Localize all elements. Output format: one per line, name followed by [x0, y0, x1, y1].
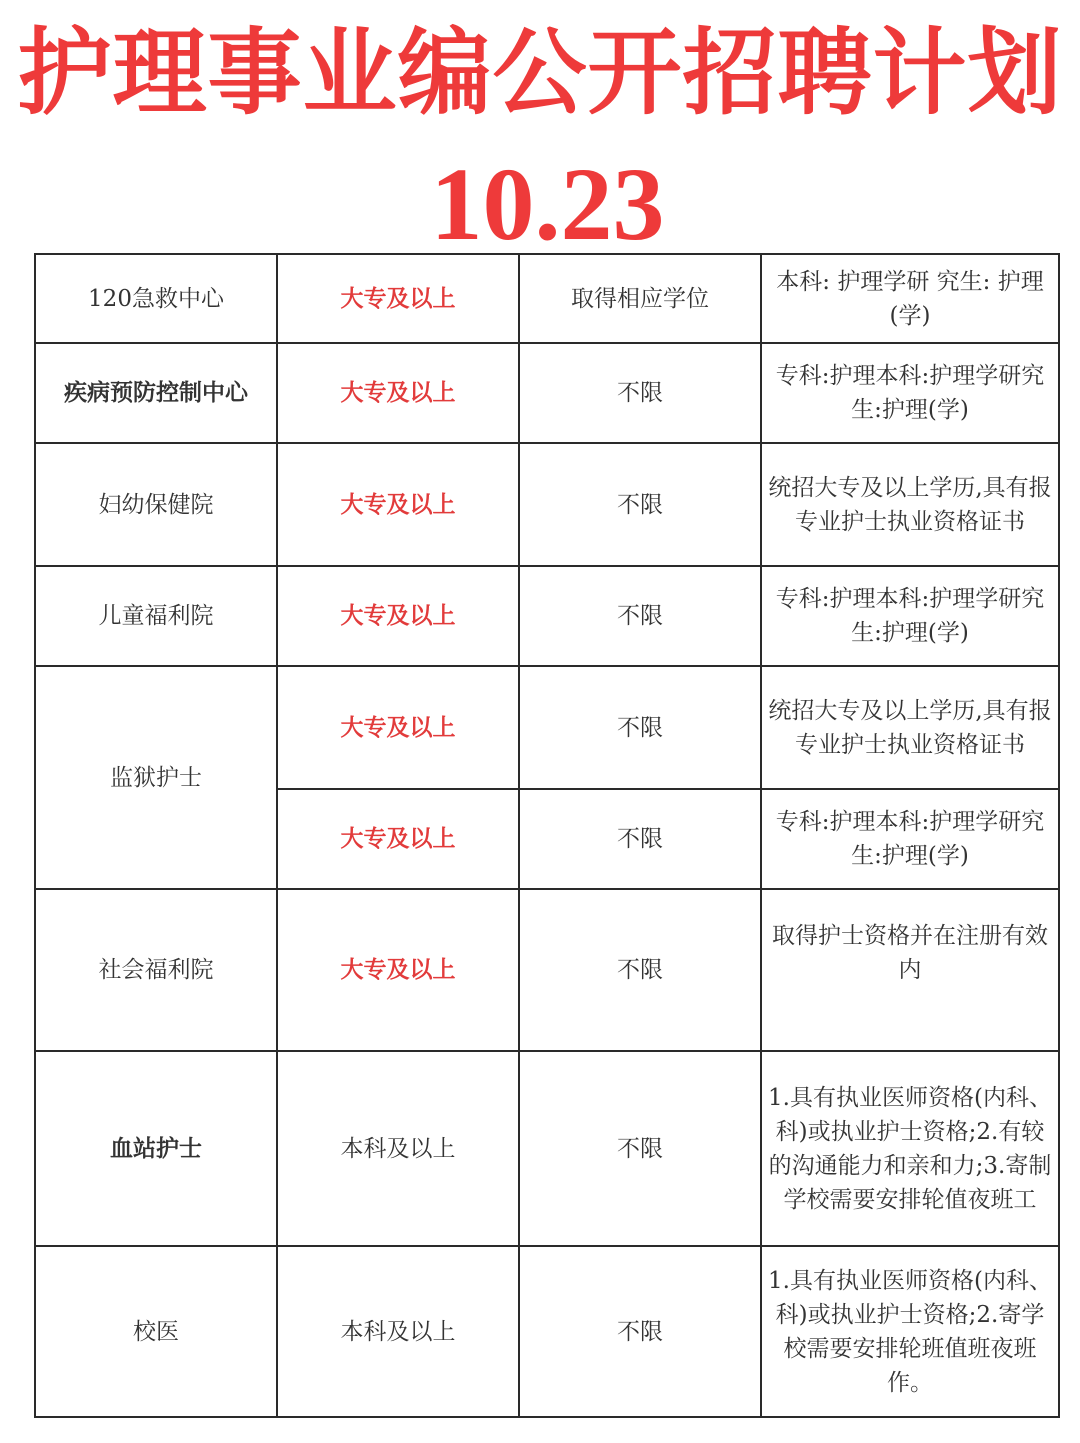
table-row	[35, 254, 1059, 343]
degree-cell: 不限	[519, 889, 761, 1051]
education-cell: 本科及以上	[277, 1246, 519, 1417]
unit-cell: 妇幼保健院	[35, 443, 277, 566]
degree-cell: 不限	[519, 443, 761, 566]
education-cell: 本科及以上	[277, 1051, 519, 1246]
unit-cell: 120急救中心	[35, 254, 277, 343]
unit-cell: 监狱护士	[35, 666, 277, 889]
table-row	[35, 343, 1059, 443]
table-row	[35, 1246, 1059, 1417]
education-cell: 大专及以上	[277, 566, 519, 666]
table-row	[35, 1051, 1059, 1246]
table-row	[35, 443, 1059, 566]
degree-cell: 不限	[519, 566, 761, 666]
requirement-cell: 专科:护理本科:护理学研究生:护理(学)	[761, 789, 1059, 889]
recruitment-table	[34, 253, 1060, 1418]
requirement-cell: 统招大专及以上学历,具有报专业护士执业资格证书	[761, 666, 1059, 789]
requirement-cell: 统招大专及以上学历,具有报专业护士执业资格证书	[761, 443, 1059, 566]
requirement-cell: 本科: 护理学研 究生: 护理(学)	[761, 254, 1059, 343]
unit-cell: 校医	[35, 1246, 277, 1417]
table-row	[35, 566, 1059, 666]
degree-cell: 不限	[519, 343, 761, 443]
education-cell: 大专及以上	[277, 889, 519, 1051]
requirement-cell: 取得护士资格并在注册有效内	[761, 889, 1059, 1051]
degree-cell: 取得相应学位	[519, 254, 761, 343]
unit-cell: 疾病预防控制中心	[35, 343, 277, 443]
degree-cell: 不限	[519, 789, 761, 889]
education-cell: 大专及以上	[277, 789, 519, 889]
table-row	[35, 666, 1059, 789]
degree-cell: 不限	[519, 1246, 761, 1417]
requirement-cell: 1.具有执业医师资格(内科、科)或执业护士资格;2.有较的沟通能力和亲和力;3.寄制学校需要安排轮值夜班工	[761, 1051, 1059, 1246]
page-title: 护理事业编公开招聘计划	[17, 19, 1063, 128]
requirement-cell: 1.具有执业医师资格(内科、科)或执业护士资格;2.寄学校需要安排轮班值班夜班作。	[761, 1246, 1059, 1417]
unit-cell: 血站护士	[35, 1051, 277, 1246]
table-row	[35, 889, 1059, 1051]
education-cell: 大专及以上	[277, 443, 519, 566]
degree-cell: 不限	[519, 1051, 761, 1246]
education-cell: 大专及以上	[277, 343, 519, 443]
unit-cell: 社会福利院	[35, 889, 277, 1051]
degree-cell: 不限	[519, 666, 761, 789]
requirement-cell: 专科:护理本科:护理学研究生:护理(学)	[761, 343, 1059, 443]
education-cell: 大专及以上	[277, 254, 519, 343]
unit-cell: 儿童福利院	[35, 566, 277, 666]
requirement-cell: 专科:护理本科:护理学研究生:护理(学)	[761, 566, 1059, 666]
education-cell: 大专及以上	[277, 666, 519, 789]
page-date: 10.23	[430, 147, 665, 262]
